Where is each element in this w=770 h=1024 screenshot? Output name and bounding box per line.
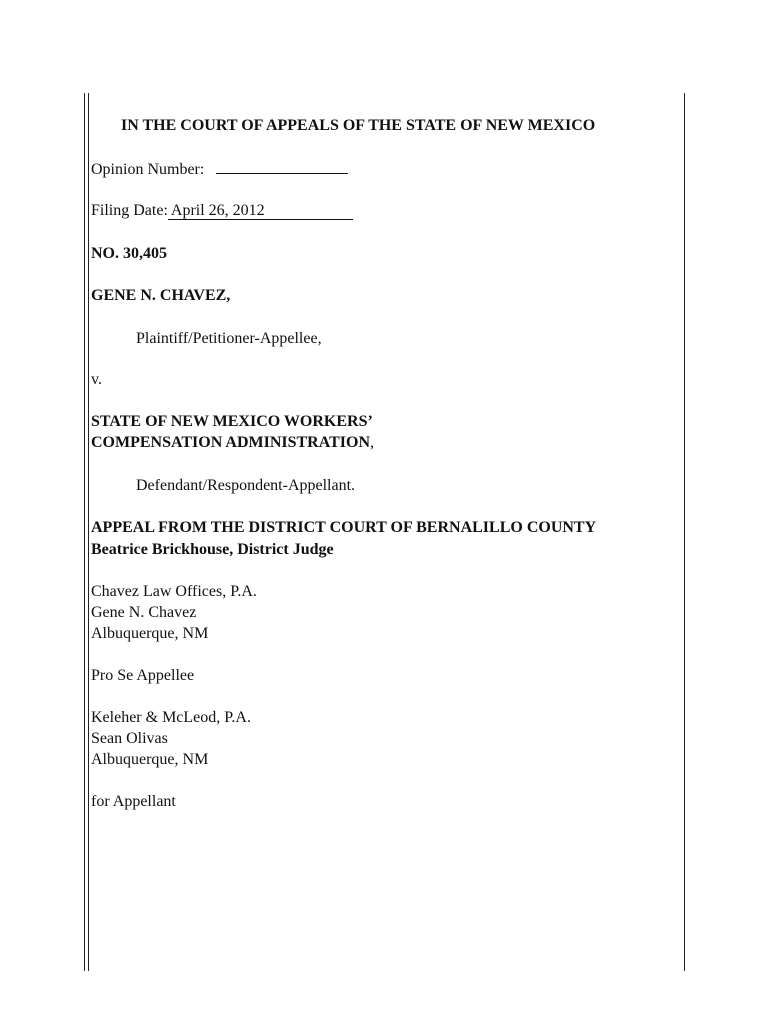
appellee-role: Pro Se Appellee [91,667,195,684]
defendant-name-line2 [91,433,374,453]
versus: v. [91,371,102,388]
district-judge: Beatrice Brickhouse, District Judge [91,541,334,558]
opinion-number-label: Opinion Number: [91,161,205,178]
appellee-firm: Chavez Law Offices, P.A. [91,583,257,600]
filing-date-value: April 26, 2012 [168,203,353,220]
appellee-attorney: Gene N. Chavez [91,604,197,621]
appellant-attorney: Sean Olivas [91,730,168,747]
defendant-name-line1: STATE OF NEW MEXICO WORKERS’ [91,413,373,430]
filing-date-line [91,201,353,221]
defendant-name-line2-suffix: , [370,434,374,451]
plaintiff-role: Plaintiff/Petitioner-Appellee, [136,330,322,347]
left-margin-rule-outer [84,93,85,971]
filing-date-label: Filing Date: [91,202,168,219]
right-margin-rule [684,93,685,971]
appellant-firm: Keleher & McLeod, P.A. [91,709,251,726]
appeal-from: APPEAL FROM THE DISTRICT COURT OF BERNALILLO COUNTY [91,519,597,536]
appellant-city: Albuquerque, NM [91,751,209,768]
appellant-role: for Appellant [91,793,176,810]
appellee-city: Albuquerque, NM [91,625,209,642]
plaintiff-name: GENE N. CHAVEZ, [91,287,231,304]
defendant-role: Defendant/Respondent-Appellant. [136,477,356,494]
defendant-name-line2-text: COMPENSATION ADMINISTRATION [91,434,370,451]
left-margin-rule-inner [88,93,89,971]
opinion-number-line [91,159,348,180]
court-title: IN THE COURT OF APPEALS OF THE STATE OF NEW MEXICO [121,117,596,134]
opinion-number-blank [216,159,348,174]
case-number: NO. 30,405 [91,245,167,262]
